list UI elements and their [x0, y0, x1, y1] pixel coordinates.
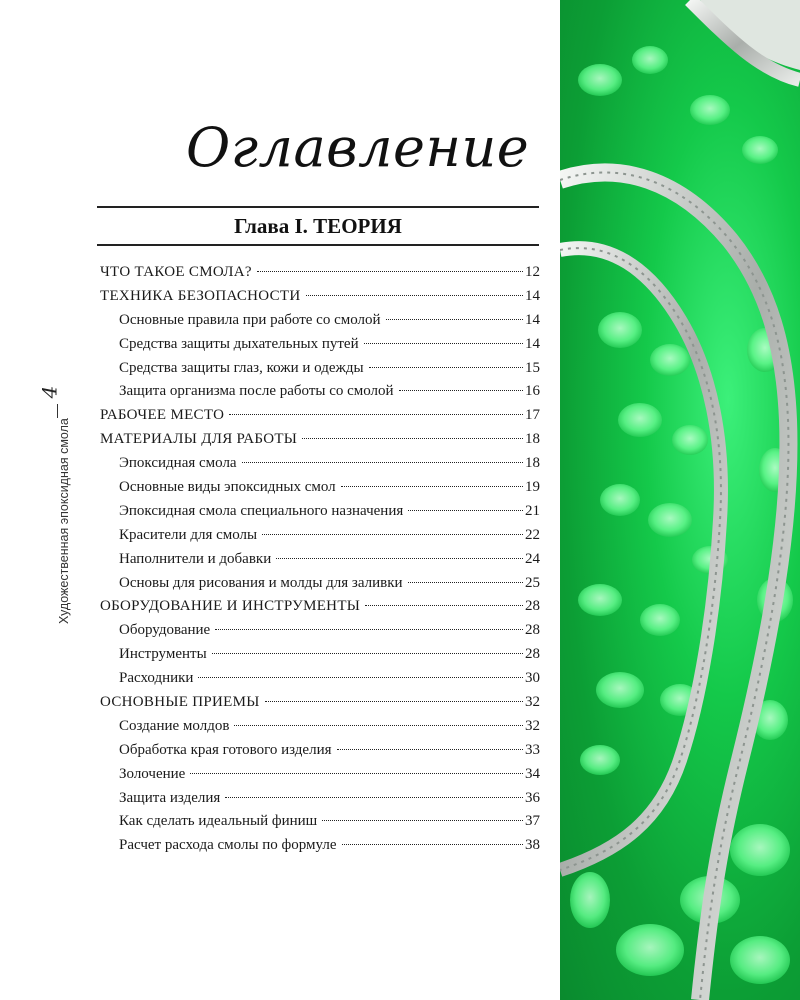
toc-section-entry — [100, 431, 540, 455]
toc-dot-leader — [408, 510, 523, 511]
toc-entry-page-number: 38 — [525, 837, 540, 854]
toc-entry-page-number: 36 — [525, 789, 540, 806]
toc-entry-label: Основные виды эпоксидных смол — [119, 479, 336, 496]
toc-subsection-entry — [100, 455, 540, 479]
toc-entry-page-number: 28 — [525, 598, 540, 615]
toc-entry-label: Инструменты — [119, 646, 207, 663]
toc-subsection-entry — [100, 527, 540, 551]
toc-entry-page-number: 14 — [525, 335, 540, 352]
toc-entry-page-number: 24 — [525, 550, 540, 567]
toc-entry-label: Средства защиты глаз, кожи и одежды — [119, 359, 364, 376]
toc-entry-page-number: 32 — [525, 694, 540, 711]
chapter-header — [97, 206, 539, 246]
toc-entry-page-number: 30 — [525, 670, 540, 687]
toc-entry-label: Защита изделия — [119, 789, 221, 806]
toc-entry-page-number: 33 — [525, 741, 540, 758]
toc-subsection-entry — [100, 718, 540, 742]
toc-subsection-entry — [100, 670, 540, 694]
chapter-title: Глава I. ТЕОРИЯ — [234, 214, 402, 238]
toc-dot-leader — [229, 414, 523, 415]
toc-section-entry — [100, 694, 540, 718]
toc-entry-page-number: 18 — [525, 431, 540, 448]
toc-dot-leader — [190, 773, 523, 774]
toc-dot-leader — [322, 820, 523, 821]
toc-entry-label: Эпоксидная смола — [119, 455, 237, 472]
toc-entry-page-number: 34 — [525, 765, 540, 782]
toc-subsection-entry — [100, 646, 540, 670]
toc-subsection-entry — [100, 551, 540, 575]
resin-art-illustration — [560, 0, 800, 1000]
toc-entry-label: Оборудование — [119, 622, 211, 639]
toc-dot-leader — [342, 844, 523, 845]
page-title: Оглавление — [186, 116, 530, 179]
toc-dot-leader — [215, 629, 523, 630]
toc-dot-leader — [242, 462, 523, 463]
toc-subsection-entry — [100, 622, 540, 646]
toc-subsection-entry — [100, 742, 540, 766]
toc-section-entry — [100, 288, 540, 312]
toc-entry-label: ОБОРУДОВАНИЕ И ИНСТРУМЕНТЫ — [100, 598, 361, 615]
toc-subsection-entry — [100, 766, 540, 790]
toc-dot-leader — [262, 534, 523, 535]
toc-dot-leader — [365, 605, 523, 606]
toc-entry-page-number: 37 — [525, 813, 540, 830]
toc-entry-page-number: 19 — [525, 479, 540, 496]
toc-dot-leader — [341, 486, 523, 487]
toc-entry-label: Основные правила при работе со смолой — [119, 311, 381, 328]
toc-entry-page-number: 22 — [525, 526, 540, 543]
toc-entry-label: МАТЕРИАЛЫ ДЛЯ РАБОТЫ — [100, 431, 298, 448]
toc-dot-leader — [369, 367, 523, 368]
toc-section-entry — [100, 407, 540, 431]
toc-subsection-entry — [100, 383, 540, 407]
toc-entry-label: Наполнители и добавки — [119, 550, 272, 567]
toc-entry-page-number: 12 — [525, 264, 540, 280]
toc-dot-leader — [302, 438, 523, 439]
toc-subsection-entry — [100, 790, 540, 814]
toc-entry-page-number: 32 — [525, 717, 540, 734]
toc-entry-label: Расчет расхода смолы по формуле — [119, 837, 337, 854]
toc-entry-page-number: 18 — [525, 455, 540, 472]
toc-entry-page-number: 25 — [525, 574, 540, 591]
toc-entry-page-number: 16 — [525, 383, 540, 400]
running-title: Художественная эпоксидная смола — [57, 418, 71, 624]
toc-entry-page-number: 14 — [525, 311, 540, 328]
toc-dot-leader — [225, 797, 523, 798]
toc-subsection-entry — [100, 575, 540, 599]
toc-entry-page-number: 17 — [525, 407, 540, 424]
toc-entry-page-number: 28 — [525, 622, 540, 639]
toc-subsection-entry — [100, 312, 540, 336]
toc-dot-leader — [265, 701, 523, 702]
toc-entry-label: ТЕХНИКА БЕЗОПАСНОСТИ — [100, 287, 301, 304]
toc-dot-leader — [276, 558, 523, 559]
toc-entry-label: Золочение — [119, 765, 186, 782]
toc-dot-leader — [399, 390, 523, 391]
toc-dot-leader — [234, 725, 523, 726]
table-of-contents — [100, 264, 540, 861]
toc-dot-leader — [364, 343, 523, 344]
toc-subsection-entry — [100, 837, 540, 861]
toc-entry-page-number: 15 — [525, 359, 540, 376]
toc-section-entry — [100, 598, 540, 622]
toc-entry-label: Основы для рисования и молды для заливки — [119, 574, 403, 591]
toc-entry-page-number: 14 — [525, 287, 540, 304]
toc-entry-page-number: 28 — [525, 646, 540, 663]
toc-dot-leader — [386, 319, 523, 320]
toc-dot-leader — [408, 582, 523, 583]
toc-dot-leader — [257, 271, 523, 272]
toc-entry-label: Средства защиты дыхательных путей — [119, 335, 359, 352]
toc-subsection-entry — [100, 479, 540, 503]
toc-dot-leader — [306, 295, 524, 296]
resin-art-photo — [560, 0, 800, 1000]
toc-dot-leader — [212, 653, 523, 654]
toc-entry-label: Как сделать идеальный финиш — [119, 813, 318, 830]
toc-subsection-entry — [100, 503, 540, 527]
toc-dot-leader — [337, 749, 523, 750]
toc-entry-label: Эпоксидная смола специального назначения — [119, 502, 404, 519]
toc-entry-label: Красители для смолы — [119, 526, 258, 543]
toc-entry-page-number: 21 — [525, 502, 540, 519]
toc-subsection-entry — [100, 813, 540, 837]
toc-subsection-entry — [100, 336, 540, 360]
toc-entry-label: ЧТО ТАКОЕ СМОЛА? — [100, 264, 252, 280]
page-number: 4 — [37, 385, 62, 399]
toc-section-entry — [100, 264, 540, 288]
toc-entry-label: Создание молдов — [119, 717, 230, 734]
toc-entry-label: ОСНОВНЫЕ ПРИЕМЫ — [100, 694, 260, 711]
toc-entry-label: РАБОЧЕЕ МЕСТО — [100, 407, 225, 424]
toc-subsection-entry — [100, 360, 540, 384]
toc-entry-label: Обработка края готового изделия — [119, 741, 332, 758]
toc-entry-label: Расходники — [119, 670, 194, 687]
toc-dot-leader — [198, 677, 523, 678]
toc-entry-label: Защита организма после работы со смолой — [119, 383, 394, 400]
